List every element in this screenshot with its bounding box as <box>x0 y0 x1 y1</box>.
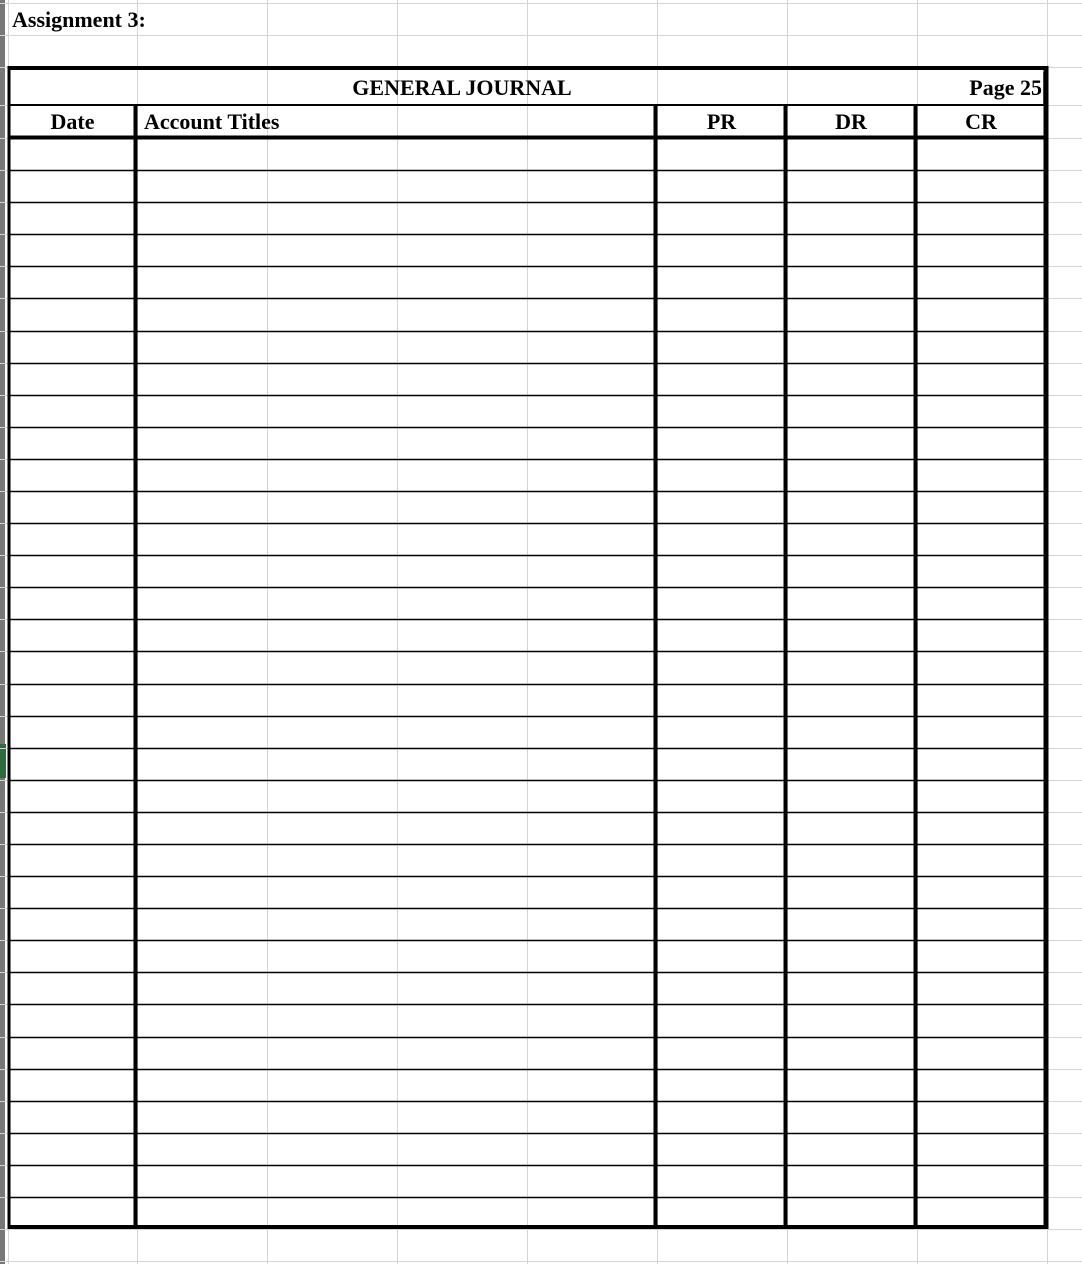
journal-cell-account-titles[interactable] <box>137 556 655 586</box>
journal-cell-pr[interactable] <box>657 492 785 522</box>
journal-cell-account-titles[interactable] <box>137 1166 655 1196</box>
journal-cell-cr[interactable] <box>917 652 1045 682</box>
journal-cell-pr[interactable] <box>657 139 785 169</box>
journal-cell-date[interactable] <box>10 877 135 907</box>
journal-cell-dr[interactable] <box>787 492 915 522</box>
journal-cell-pr[interactable] <box>657 845 785 875</box>
journal-cell-date[interactable] <box>10 524 135 554</box>
journal-cell-account-titles[interactable] <box>137 171 655 201</box>
journal-cell-cr[interactable] <box>917 685 1045 715</box>
journal-cell-cr[interactable] <box>917 332 1045 362</box>
journal-cell-account-titles[interactable] <box>137 941 655 971</box>
journal-cell-pr[interactable] <box>657 588 785 618</box>
journal-cell-cr[interactable] <box>917 813 1045 843</box>
journal-cell-pr[interactable] <box>657 685 785 715</box>
journal-cell-pr[interactable] <box>657 1070 785 1100</box>
journal-cell-date[interactable] <box>10 460 135 490</box>
journal-cell-cr[interactable] <box>917 460 1045 490</box>
journal-cell-account-titles[interactable] <box>137 877 655 907</box>
journal-cell-date[interactable] <box>10 1070 135 1100</box>
journal-cell-date[interactable] <box>10 396 135 426</box>
journal-cell-pr[interactable] <box>657 1166 785 1196</box>
journal-cell-dr[interactable] <box>787 973 915 1003</box>
journal-cell-account-titles[interactable] <box>137 235 655 265</box>
journal-cell-pr[interactable] <box>657 1102 785 1132</box>
journal-cell-account-titles[interactable] <box>137 813 655 843</box>
journal-cell-date[interactable] <box>10 556 135 586</box>
assignment-label: Assignment 3: <box>12 7 146 32</box>
page-number: Page 25 <box>969 75 1042 100</box>
journal-cell-cr[interactable] <box>917 941 1045 971</box>
journal-cell-cr[interactable] <box>917 877 1045 907</box>
journal-cell-cr[interactable] <box>917 1038 1045 1068</box>
journal-cell-pr[interactable] <box>657 973 785 1003</box>
journal-cell-dr[interactable] <box>787 524 915 554</box>
journal-cell-account-titles[interactable] <box>137 524 655 554</box>
journal-cell-cr[interactable] <box>917 781 1045 811</box>
journal-cell-account-titles[interactable] <box>137 1005 655 1035</box>
journal-cell-date[interactable] <box>10 171 135 201</box>
journal-cell-cr[interactable] <box>917 524 1045 554</box>
journal-cell-pr[interactable] <box>657 909 785 939</box>
journal-cell-pr[interactable] <box>657 235 785 265</box>
journal-cell-account-titles[interactable] <box>137 1102 655 1132</box>
journal-cell-dr[interactable] <box>787 1005 915 1035</box>
journal-cell-date[interactable] <box>10 717 135 747</box>
journal-cell-cr[interactable] <box>917 717 1045 747</box>
journal-cell-cr[interactable] <box>917 171 1045 201</box>
journal-cell-cr[interactable] <box>917 299 1045 329</box>
journal-cell-date[interactable] <box>10 941 135 971</box>
journal-cell-pr[interactable] <box>657 941 785 971</box>
journal-cell-date[interactable] <box>10 588 135 618</box>
journal-cell-date[interactable] <box>10 1005 135 1035</box>
journal-cell-dr[interactable] <box>787 781 915 811</box>
journal-cell-dr[interactable] <box>787 171 915 201</box>
journal-cell-dr[interactable] <box>787 203 915 233</box>
journal-cell-dr[interactable] <box>787 267 915 297</box>
journal-cell-pr[interactable] <box>657 781 785 811</box>
journal-cell-dr[interactable] <box>787 813 915 843</box>
journal-cell-cr[interactable] <box>917 1070 1045 1100</box>
journal-cell-pr[interactable] <box>657 396 785 426</box>
journal-cell-date[interactable] <box>10 235 135 265</box>
journal-cell-pr[interactable] <box>657 1005 785 1035</box>
journal-cell-date[interactable] <box>10 845 135 875</box>
journal-cell-cr[interactable] <box>917 620 1045 650</box>
journal-cell-account-titles[interactable] <box>137 845 655 875</box>
journal-cell-date[interactable] <box>10 332 135 362</box>
journal-cell-dr[interactable] <box>787 749 915 779</box>
journal-cell-account-titles[interactable] <box>137 620 655 650</box>
journal-cell-pr[interactable] <box>657 1198 785 1228</box>
journal-cell-date[interactable] <box>10 813 135 843</box>
journal-cell-account-titles[interactable] <box>137 588 655 618</box>
journal-cell-account-titles[interactable] <box>137 1070 655 1100</box>
journal-cell-pr[interactable] <box>657 428 785 458</box>
column-header-account-titles: Account Titles <box>144 109 280 134</box>
journal-cell-account-titles[interactable] <box>137 139 655 169</box>
journal-cell-date[interactable] <box>10 299 135 329</box>
journal-cell-dr[interactable] <box>787 941 915 971</box>
journal-cell-date[interactable] <box>10 1198 135 1228</box>
journal-cell-cr[interactable] <box>917 1166 1045 1196</box>
journal-cell-cr[interactable] <box>917 492 1045 522</box>
journal-cell-account-titles[interactable] <box>137 749 655 779</box>
journal-cell-pr[interactable] <box>657 749 785 779</box>
journal-cell-date[interactable] <box>10 428 135 458</box>
journal-cell-date[interactable] <box>10 973 135 1003</box>
journal-cell-pr[interactable] <box>657 332 785 362</box>
journal-cell-cr[interactable] <box>917 1102 1045 1132</box>
journal-cell-cr[interactable] <box>917 556 1045 586</box>
journal-cell-account-titles[interactable] <box>137 717 655 747</box>
journal-cell-account-titles[interactable] <box>137 1038 655 1068</box>
journal-cell-pr[interactable] <box>657 524 785 554</box>
journal-cell-date[interactable] <box>10 492 135 522</box>
journal-cell-date[interactable] <box>10 139 135 169</box>
journal-cell-cr[interactable] <box>917 203 1045 233</box>
journal-cell-dr[interactable] <box>787 717 915 747</box>
journal-cell-account-titles[interactable] <box>137 299 655 329</box>
journal-cell-pr[interactable] <box>657 203 785 233</box>
journal-cell-dr[interactable] <box>787 299 915 329</box>
journal-cell-pr[interactable] <box>657 620 785 650</box>
journal-cell-dr[interactable] <box>787 428 915 458</box>
journal-cell-dr[interactable] <box>787 364 915 394</box>
journal-cell-date[interactable] <box>10 909 135 939</box>
journal-cell-date[interactable] <box>10 781 135 811</box>
journal-cell-cr[interactable] <box>917 1198 1045 1228</box>
journal-cell-cr[interactable] <box>917 267 1045 297</box>
journal-cell-account-titles[interactable] <box>137 203 655 233</box>
journal-cell-pr[interactable] <box>657 877 785 907</box>
journal-cell-account-titles[interactable] <box>137 364 655 394</box>
journal-cell-cr[interactable] <box>917 588 1045 618</box>
journal-cell-pr[interactable] <box>657 556 785 586</box>
journal-cell-pr[interactable] <box>657 171 785 201</box>
journal-cell-pr[interactable] <box>657 1038 785 1068</box>
journal-cell-account-titles[interactable] <box>137 909 655 939</box>
journal-cell-date[interactable] <box>10 685 135 715</box>
journal-cell-account-titles[interactable] <box>137 652 655 682</box>
journal-cell-dr[interactable] <box>787 1102 915 1132</box>
journal-cell-dr[interactable] <box>787 1166 915 1196</box>
journal-cell-dr[interactable] <box>787 877 915 907</box>
column-header-cr: CR <box>965 109 997 134</box>
journal-cell-cr[interactable] <box>917 973 1045 1003</box>
journal-cell-date[interactable] <box>10 652 135 682</box>
journal-cell-cr[interactable] <box>917 139 1045 169</box>
journal-cell-cr[interactable] <box>917 428 1045 458</box>
journal-cell-cr[interactable] <box>917 1005 1045 1035</box>
journal-cell-dr[interactable] <box>787 1198 915 1228</box>
journal-cell-dr[interactable] <box>787 460 915 490</box>
column-header-dr: DR <box>835 109 867 134</box>
journal-cell-account-titles[interactable] <box>137 428 655 458</box>
journal-cell-account-titles[interactable] <box>137 1134 655 1164</box>
journal-cell-date[interactable] <box>10 364 135 394</box>
journal-cell-account-titles[interactable] <box>137 973 655 1003</box>
journal-cell-pr[interactable] <box>657 460 785 490</box>
journal-cell-cr[interactable] <box>917 364 1045 394</box>
column-header-date: Date <box>50 109 95 134</box>
journal-cell-account-titles[interactable] <box>137 685 655 715</box>
journal-cell-dr[interactable] <box>787 652 915 682</box>
journal-cell-cr[interactable] <box>917 1134 1045 1164</box>
journal-cell-pr[interactable] <box>657 1134 785 1164</box>
journal-cell-dr[interactable] <box>787 235 915 265</box>
journal-cell-dr[interactable] <box>787 139 915 169</box>
journal-cell-account-titles[interactable] <box>137 396 655 426</box>
column-header-pr: PR <box>706 109 737 134</box>
journal-cell-account-titles[interactable] <box>137 460 655 490</box>
journal-cell-cr[interactable] <box>917 749 1045 779</box>
journal-title: GENERAL JOURNAL <box>352 75 572 100</box>
journal-cell-cr[interactable] <box>917 909 1045 939</box>
journal-cell-dr[interactable] <box>787 1038 915 1068</box>
journal-cell-date[interactable] <box>10 1166 135 1196</box>
journal-cell-dr[interactable] <box>787 620 915 650</box>
journal-cell-account-titles[interactable] <box>137 492 655 522</box>
journal-cell-pr[interactable] <box>657 267 785 297</box>
journal-cell-date[interactable] <box>10 1038 135 1068</box>
journal-cell-account-titles[interactable] <box>137 781 655 811</box>
journal-cell-dr[interactable] <box>787 1070 915 1100</box>
journal-cell-date[interactable] <box>10 267 135 297</box>
journal-cell-date[interactable] <box>10 620 135 650</box>
journal-cell-dr[interactable] <box>787 556 915 586</box>
journal-cell-pr[interactable] <box>657 652 785 682</box>
journal-cell-pr[interactable] <box>657 299 785 329</box>
journal-cell-dr[interactable] <box>787 332 915 362</box>
journal-cell-dr[interactable] <box>787 396 915 426</box>
journal-cell-date[interactable] <box>10 1102 135 1132</box>
journal-cell-dr[interactable] <box>787 909 915 939</box>
journal-cell-dr[interactable] <box>787 588 915 618</box>
journal-cell-date[interactable] <box>10 1134 135 1164</box>
journal-cell-pr[interactable] <box>657 813 785 843</box>
journal-cell-pr[interactable] <box>657 717 785 747</box>
journal-cell-cr[interactable] <box>917 396 1045 426</box>
journal-cell-account-titles[interactable] <box>137 1198 655 1228</box>
journal-cell-date[interactable] <box>10 203 135 233</box>
journal-cell-dr[interactable] <box>787 685 915 715</box>
journal-cell-pr[interactable] <box>657 364 785 394</box>
journal-cell-account-titles[interactable] <box>137 267 655 297</box>
journal-cell-date[interactable] <box>10 749 135 779</box>
journal-cell-cr[interactable] <box>917 235 1045 265</box>
journal-cell-dr[interactable] <box>787 1134 915 1164</box>
journal-cell-account-titles[interactable] <box>137 332 655 362</box>
journal-cell-cr[interactable] <box>917 845 1045 875</box>
journal-cell-dr[interactable] <box>787 845 915 875</box>
